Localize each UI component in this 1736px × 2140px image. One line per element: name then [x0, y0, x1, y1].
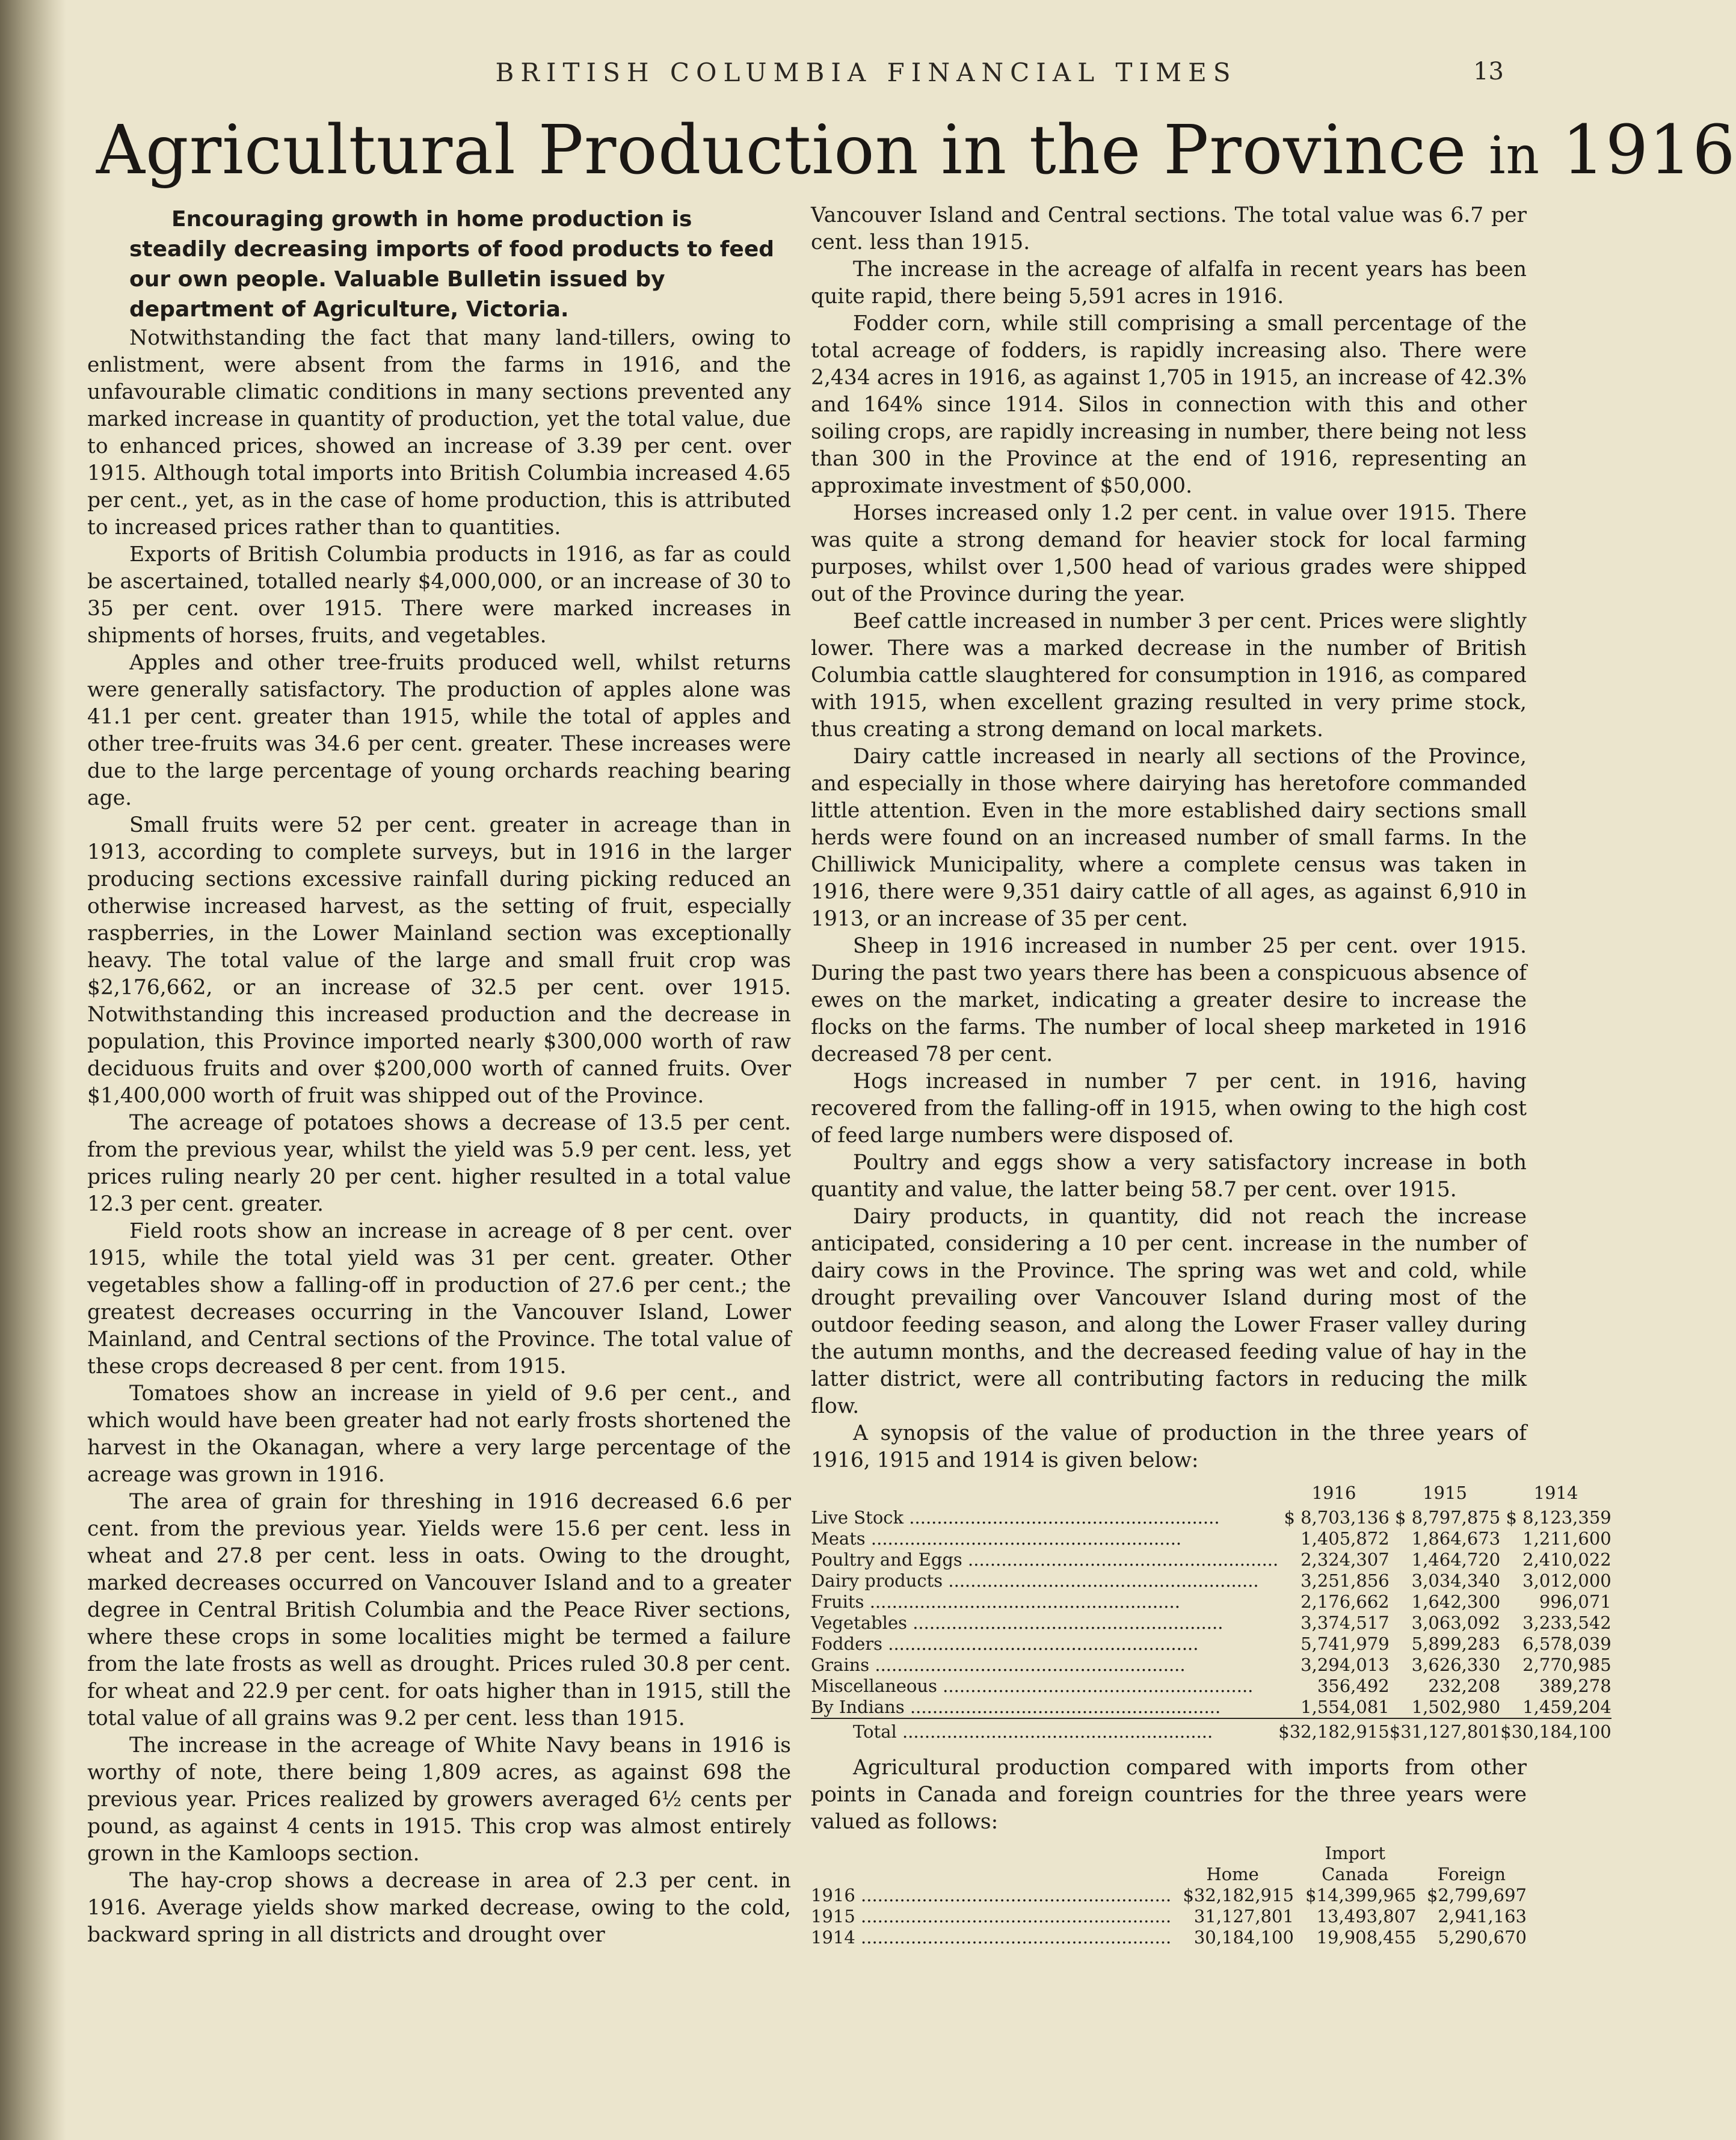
page-number: 13 [1473, 58, 1504, 85]
cell-value: $ 8,123,359 [1506, 1507, 1611, 1528]
title-in: in [1489, 126, 1541, 186]
table-row [811, 1906, 1527, 1927]
right-continuation: Vancouver Island and Central sections. The total value was 6.7 per cent. less than 1915. [811, 203, 1527, 254]
paragraph: Apples and other tree-fruits produced well, whilst returns were generally satisfactory. The production of apples alone was 41.1 per cent. greater than 1915, while the total of apples and other tree-fruits was 34.6 per cent. greater. These increases were due to the large percentage of young orchards reaching bearing age. [87, 651, 791, 810]
table-row [811, 1570, 1611, 1591]
row-label [811, 1676, 1278, 1697]
total-row [811, 1718, 1611, 1742]
paragraph: Field roots show an increase in acreage of 8 per cent. over 1915, while the total yield was 31 per cent. greater. Other vegetables show a falling-off in production of 27.6 per cent.; the greatest decreases occurring in the Vancouver Island, Lower Mainland, and Central sections of the Province. The total value of these crops decreased 8 per cent. from 1915. [87, 1219, 791, 1379]
paragraph: Exports of British Columbia products in 1916, as far as could be ascertained, totalled nearly $4,000,000, or an increase of 30 to 35 per cent. over 1915. There were marked increases in shipments of horses, fruits, and vegetables. [87, 543, 791, 648]
table-row [811, 1528, 1611, 1549]
cell-value: 1,642,300 [1411, 1591, 1501, 1612]
cell-value: 2,941,163 [1438, 1906, 1527, 1926]
cell-value: $ 8,797,875 [1394, 1507, 1501, 1528]
row-label [811, 1634, 1278, 1655]
cell-value: 13,493,807 [1316, 1906, 1417, 1926]
paragraph: Beef cattle increased in number 3 per cent. Prices were slightly lower. There was a marked decrease in the number of British Columbia cattle slaughtered for consumption in 1916, as compared with 1915, when excellent grazing resulted in very prime stock, thus creating a strong demand on local markets. [811, 609, 1527, 742]
row-label [811, 1885, 1171, 1906]
row-label [811, 1591, 1278, 1613]
cell-value: $2,799,697 [1426, 1885, 1527, 1905]
paragraph: Tomatoes show an increase in yield of 9.6 per cent., and which would have been greater had not early frosts shortened the harvest in the Okanagan, where a very large percentage of the acreage was grown in 1916. [87, 1382, 791, 1487]
cell-value: 5,899,283 [1411, 1634, 1501, 1654]
cell-value: 2,770,985 [1522, 1655, 1611, 1675]
row-label [811, 1507, 1278, 1528]
row-label [811, 1570, 1278, 1591]
cell-value: 3,063,092 [1411, 1613, 1501, 1633]
cell-value: 3,233,542 [1522, 1613, 1611, 1633]
cell-value: 1,405,872 [1300, 1528, 1390, 1549]
cell-value: 5,741,979 [1300, 1634, 1390, 1654]
cell-value: 6,578,039 [1522, 1634, 1611, 1654]
table-row [811, 1676, 1611, 1697]
paragraph: Hogs increased in number 7 per cent. in 1916, having recovered from the falling-off in 1915, when owing to the high cost of feed large numbers were disposed of. [811, 1069, 1527, 1148]
total-label [811, 1718, 1278, 1742]
row-label [811, 1613, 1278, 1634]
synopsis-header: 1914 [1533, 1483, 1578, 1503]
paragraph: Dairy products, in quantity, did not reach the increase anticipated, considering a 10 per cent. increase in the number of dairy cows in the Province. The spring was wet and cold, while drought prevailing over Vancouver Island during most of the outdoor feeding season, and along the Lower Fraser valley during the autumn months, and the decreased feeding value of hay in the latter district, were all contributing factors in reducing the milk flow. [811, 1205, 1527, 1418]
title-main: Agricultural Production in the Province [96, 111, 1489, 189]
cell-value: 1,864,673 [1411, 1528, 1501, 1549]
cell-value: 2,176,662 [1300, 1591, 1390, 1612]
cell-value: 3,034,340 [1411, 1570, 1501, 1591]
row-label [811, 1549, 1278, 1570]
cell-value: 3,251,856 [1300, 1570, 1390, 1591]
cell-value: 1,211,600 [1522, 1528, 1611, 1549]
paragraph: Horses increased only 1.2 per cent. in value over 1915. There was quite a strong demand for heavier stock for local farming purposes, whilst over 1,500 head of various grades were shipped out of the Province during the year. [811, 501, 1527, 606]
cell-value: 2,410,022 [1522, 1549, 1611, 1570]
paragraph: The increase in the acreage of alfalfa in recent years has been quite rapid, there being 5,591 acres in 1916. [811, 257, 1527, 309]
cell-value: 31,127,801 [1193, 1906, 1294, 1926]
imports-header: Canada [1322, 1864, 1389, 1884]
running-head: BRITISH COLUMBIA FINANCIAL TIMES [495, 58, 1237, 87]
cell-value: 1,502,980 [1411, 1697, 1501, 1717]
cell-value: 30,184,100 [1193, 1927, 1294, 1948]
row-label-text: Vegetables ..... [811, 1613, 1223, 1633]
row-label-text: 1915 ..... [811, 1906, 1171, 1926]
right-paragraphs [811, 256, 1527, 1474]
left-paragraphs [87, 325, 791, 1949]
table-row [811, 1591, 1611, 1613]
cell-value: 2,324,307 [1300, 1549, 1390, 1570]
page-header [96, 58, 1540, 100]
row-label-text: Fruits ..... [811, 1591, 1180, 1612]
cell-value: 19,908,455 [1316, 1927, 1417, 1948]
total-value: $31,127,801 [1390, 1718, 1501, 1742]
total-value: $32,182,915 [1278, 1718, 1390, 1742]
right-column [811, 202, 1611, 1948]
article-intro: Encouraging growth in home production is steadily decreasing imports of food products to feed our own people. Valuable Bulletin issued by department of Agriculture, Victoria. [129, 207, 775, 322]
cell-value: $32,182,915 [1183, 1885, 1294, 1905]
cell-value: $14,399,965 [1305, 1885, 1417, 1905]
row-label-text: 1916 ..... [811, 1885, 1171, 1905]
row-label-text: Meats ..... [811, 1528, 1181, 1549]
table-row [811, 1927, 1527, 1948]
table-row [811, 1885, 1527, 1906]
row-label [811, 1528, 1278, 1549]
cell-value: 5,290,670 [1438, 1927, 1527, 1948]
cell-value: 3,294,013 [1300, 1655, 1390, 1675]
cell-value: 996,071 [1539, 1591, 1611, 1612]
row-label-text: Miscellaneous ..... [811, 1676, 1253, 1696]
left-column [87, 204, 791, 1949]
paragraph: The increase in the acreage of White Navy beans in 1916 is worthy of note, there being 1,809 acres, as against 698 the previous year. Prices realized by growers averaged 6½ cents per pound, as against 4 cents in 1915. This crop was almost entirely grown in the Kamloops section. [87, 1733, 791, 1866]
paragraph: Sheep in 1916 increased in number 25 per cent. over 1915. During the past two years there has been a conspicuous absence of ewes on the market, indicating a greater desire to increase the flocks on the farms. The number of local sheep marketed in 1916 decreased 78 per cent. [811, 934, 1527, 1066]
table-row [811, 1634, 1611, 1655]
paragraph: The hay-crop shows a decrease in area of 2.3 per cent. in 1916. Average yields show marked decrease, owing to the cold, backward spring in all districts and drought over [87, 1869, 791, 1947]
paragraph: The area of grain for threshing in 1916 decreased 6.6 per cent. from the previous year. Yields were 15.6 per cent. less in wheat and 27.8 per cent. less in oats. Owing to the drought, marked decreases occurred on Vancouver Island and to a greater degree in Central British Columbia and the Peace River sections, where these crops in some localities might be termed a failure from the late frosts as well as drought. Prices ruled 30.8 per cent. for wheat and 22.9 per cent. for oats higher than in 1915, still the total value of all grains was 9.2 per cent. less than 1915. [87, 1490, 791, 1730]
cell-value: 1,459,204 [1522, 1697, 1611, 1717]
row-label-text: Poultry and Eggs ..... [811, 1549, 1278, 1570]
imports-table [811, 1843, 1527, 1948]
row-label [811, 1697, 1278, 1718]
table-row [811, 1697, 1611, 1718]
row-label [811, 1906, 1171, 1927]
cell-value: 356,492 [1317, 1676, 1390, 1696]
synopsis-table [811, 1483, 1611, 1742]
imports-header-row [811, 1864, 1527, 1885]
row-label-text: By Indians ..... [811, 1697, 1220, 1717]
imports-paragraph: Agricultural production compared with imports from other points in Canada and foreign countries for the three years were valued as follows: [811, 1756, 1527, 1834]
total-label-text: Total ..... [853, 1721, 1213, 1742]
row-label [811, 1927, 1171, 1948]
imports-group-header: Import [1325, 1843, 1386, 1863]
title-year: 1916 [1540, 111, 1736, 189]
cell-value: $ 8,703,136 [1284, 1507, 1390, 1528]
paragraph: Poultry and eggs show a very satisfactory increase in both quantity and value, the latter being 58.7 per cent. over 1915. [811, 1151, 1527, 1202]
total-value: $30,184,100 [1500, 1718, 1611, 1742]
paragraph: Notwithstanding the fact that many land-tillers, owing to enlistment, were absent from the farms in 1916, and the unfavourable climatic conditions in many sections prevented any marked increase in quantity of production, yet the total value, due to enhanced prices, showed an increase of 3.39 per cent. over 1915. Although total imports into British Columbia increased 4.65 per cent., yet, as in the case of home production, this is attributed to increased prices rather than to quantities. [87, 326, 791, 540]
cell-value: 389,278 [1539, 1676, 1611, 1696]
cell-value: 3,626,330 [1411, 1655, 1501, 1675]
synopsis-header-row [811, 1483, 1611, 1507]
cell-value: 3,374,517 [1300, 1613, 1390, 1633]
table-row [811, 1613, 1611, 1634]
paragraph: Dairy cattle increased in nearly all sections of the Province, and especially in those where dairying has heretofore commanded little attention. Even in the more established dairy sections small herds were found on an increased number of small farms. In the Chilliwick Municipality, where a complete census was taken in 1916, there were 9,351 dairy cattle of all ages, as against 6,910 in 1913, or an increase of 35 per cent. [811, 745, 1527, 931]
cell-value: 232,208 [1428, 1676, 1501, 1696]
row-label-text: Live Stock ..... [811, 1507, 1220, 1528]
row-label [811, 1655, 1278, 1676]
row-label-text: 1914 ..... [811, 1927, 1171, 1948]
table-row [811, 1507, 1611, 1528]
binding-shadow [0, 0, 66, 2140]
cell-value: 1,554,081 [1300, 1697, 1390, 1717]
paragraph: Fodder corn, while still comprising a small percentage of the total acreage of fodders, is rapidly increasing also. There were 2,434 acres in 1916, as against 1,705 in 1915, an increase of 42.3% and 164% since 1914. Silos in connection with this and other soiling crops, are rapidly increasing in number, there being not less than 300 in the Province at the end of 1916, representing an approximate investment of $50,000. [811, 312, 1527, 498]
article-title [96, 108, 1736, 198]
row-label-text: Fodders ..... [811, 1634, 1198, 1654]
paragraph: A synopsis of the value of production in the three years of 1916, 1915 and 1914 is given below: [811, 1421, 1527, 1472]
row-label-text: Grains ..... [811, 1655, 1186, 1675]
cell-value: 1,464,720 [1411, 1549, 1501, 1570]
row-label-text: Dairy products ..... [811, 1570, 1259, 1591]
paragraph: The acreage of potatoes shows a decrease of 13.5 per cent. from the previous year, whilst the yield was 5.9 per cent. less, yet prices ruling nearly 20 per cent. higher resulted in a total value 12.3 per cent. greater. [87, 1111, 791, 1216]
imports-header: Home [1206, 1864, 1259, 1884]
table-row [811, 1549, 1611, 1570]
imports-header: Foreign [1437, 1864, 1506, 1884]
synopsis-header: 1915 [1423, 1483, 1467, 1503]
paragraph: Small fruits were 52 per cent. greater in acreage than in 1913, according to complete surveys, but in 1916 in the larger producing sections excessive rainfall during picking reduced an otherwise increased harvest, as the setting of fruit, especially raspberries, in the Lower Mainland section was exceptionally heavy. The total value of the large and small fruit crop was $2,176,662, or an increase of 32.5 per cent. over 1915. Notwithstanding this increased production and the decrease in population, this Province imported nearly $300,000 worth of raw deciduous fruits and over $200,000 worth of canned fruits. Over $1,400,000 worth of fruit was shipped out of the Province. [87, 813, 791, 1108]
table-row [811, 1655, 1611, 1676]
synopsis-header: 1916 [1311, 1483, 1356, 1503]
cell-value: 3,012,000 [1522, 1570, 1611, 1591]
